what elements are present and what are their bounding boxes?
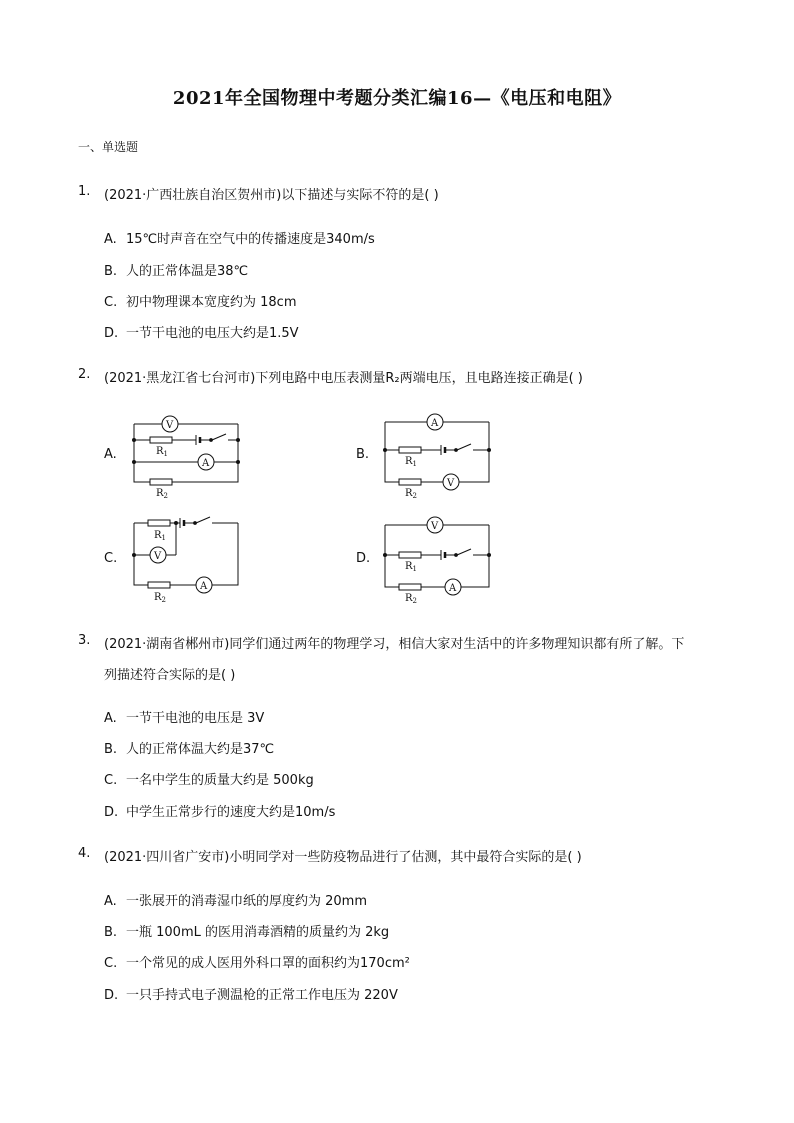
option-text: 一瓶 100mL 的医用消毒酒精的质量约为 2kg xyxy=(126,925,390,940)
svg-text:R2: $R_2$ xyxy=(405,593,417,605)
question-1-option-a[interactable] xyxy=(104,228,375,247)
option-text: 初中物理课本宽度约为 18cm xyxy=(126,295,297,310)
option-label: D. xyxy=(104,805,119,820)
question-1-option-b[interactable] xyxy=(104,260,248,279)
svg-text:V: V xyxy=(431,521,439,532)
option-label: B. xyxy=(104,264,118,279)
option-text: 人的正常体温大约是37℃ xyxy=(126,742,275,757)
question-3-text-line1: (2021·湖南省郴州市)同学们通过两年的物理学习，相信大家对生活中的许多物理知识都有所了解。下 xyxy=(104,637,685,652)
circuit-diagram-b xyxy=(381,410,493,500)
svg-text:A: A xyxy=(431,418,439,429)
question-4-option-d[interactable] xyxy=(104,984,398,1003)
option-label: C. xyxy=(104,295,118,310)
option-text: 一名中学生的质量大约是 500kg xyxy=(126,773,314,788)
question-4-option-b[interactable] xyxy=(104,921,389,940)
option-text: 一只手持式电子测温枪的正常工作电压为 220V xyxy=(126,988,398,1003)
diagram-b-label[interactable]: B. xyxy=(356,447,370,462)
option-label: C. xyxy=(104,956,118,971)
svg-text:V: V xyxy=(447,478,455,489)
option-label: A. xyxy=(104,711,117,726)
option-label: A. xyxy=(104,894,117,909)
question-1-number: 1. xyxy=(78,184,91,199)
option-text: 人的正常体温是38℃ xyxy=(126,264,249,279)
option-label: B. xyxy=(104,925,118,940)
question-4-number: 4. xyxy=(78,846,91,861)
option-text: 15℃时声音在空气中的传播速度是340m/s xyxy=(126,232,375,247)
question-2-text: (2021·黑龙江省七台河市)下列电路中电压表测量R₂两端电压，且电路连接正确是( ) xyxy=(104,371,583,386)
option-label: D. xyxy=(104,988,119,1003)
question-3-option-d[interactable] xyxy=(104,801,335,820)
section-heading: 一、单选题 xyxy=(78,140,139,154)
diagram-a-label[interactable]: A. xyxy=(104,447,117,462)
option-label: B. xyxy=(104,742,118,757)
svg-text:R1: $R_1$ xyxy=(154,530,166,542)
question-4-option-a[interactable] xyxy=(104,890,367,909)
r2-label: $R_2$ xyxy=(156,488,168,500)
question-4-option-c[interactable] xyxy=(104,952,410,971)
diagram-c-label[interactable]: C. xyxy=(104,551,118,566)
option-text: 中学生正常步行的速度大约是10m/s xyxy=(126,805,336,820)
circuit-diagram-d xyxy=(381,513,493,605)
svg-text:R2: $R_2$ xyxy=(405,488,417,500)
option-text: 一节干电池的电压大约是1.5V xyxy=(126,326,299,341)
question-3-text-line2: 列描述符合实际的是( ) xyxy=(104,668,236,683)
question-1-option-d[interactable] xyxy=(104,322,299,341)
page-title: 2021年全国物理中考题分类汇编16—《电压和电阻》 xyxy=(172,88,622,109)
option-text: 一节干电池的电压是 3V xyxy=(126,711,265,726)
option-label: A. xyxy=(104,232,117,247)
question-3-number: 3. xyxy=(78,633,91,648)
svg-text:R1: $R_1$ xyxy=(405,561,417,573)
diagram-d-label[interactable]: D. xyxy=(356,551,371,566)
question-3-option-c[interactable] xyxy=(104,769,314,788)
question-1-option-c[interactable] xyxy=(104,291,297,310)
r1-label: $R_1$ xyxy=(156,446,168,458)
circuit-diagram-c xyxy=(130,513,242,604)
svg-text:A: A xyxy=(200,581,208,592)
question-3-option-b[interactable] xyxy=(104,738,274,757)
option-label: D. xyxy=(104,326,119,341)
option-text: 一张展开的消毒湿巾纸的厚度约为 20mm xyxy=(126,894,368,909)
option-text: 一个常见的成人医用外科口罩的面积约为170cm² xyxy=(126,956,410,971)
question-4-text: (2021·四川省广安市)小明同学对一些防疫物品进行了估测，其中最符合实际的是( ) xyxy=(104,850,582,865)
ammeter-symbol: A xyxy=(202,458,210,469)
svg-text:R2: $R_2$ xyxy=(154,592,166,604)
question-1-text: (2021·广西壮族自治区贺州市)以下描述与实际不符的是( ) xyxy=(104,188,439,203)
circuit-diagram-a xyxy=(130,410,242,500)
option-label: C. xyxy=(104,773,118,788)
question-2-number: 2. xyxy=(78,367,91,382)
question-3-option-a[interactable] xyxy=(104,707,264,726)
voltmeter-symbol: V xyxy=(166,420,174,431)
svg-text:R1: $R_1$ xyxy=(405,456,417,468)
svg-text:V: V xyxy=(154,551,162,562)
svg-text:A: A xyxy=(449,583,457,594)
